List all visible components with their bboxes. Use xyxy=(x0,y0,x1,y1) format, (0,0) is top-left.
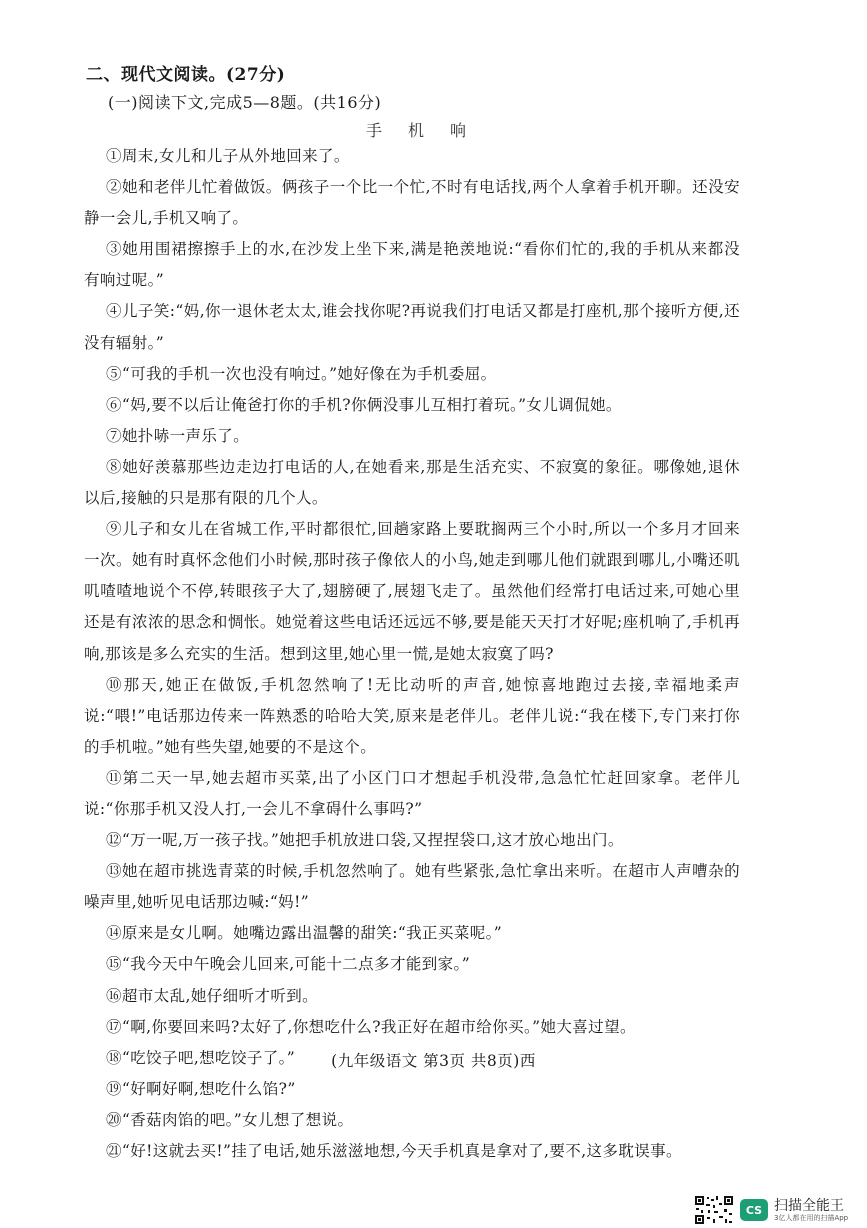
paragraph: ④儿子笑:“妈,你一退休老太太,谁会找你呢?再说我们打电话又都是打座机,那个接听方便,还没有辐射。” xyxy=(84,302,740,352)
paragraph: ⑥“妈,要不以后让俺爸打你的手机?你俩没事儿互相打着玩。”女儿调侃她。 xyxy=(106,395,622,414)
paragraph: ⑦她扑哧一声乐了。 xyxy=(106,426,250,445)
paragraph: ㉑“好!这就去买!”挂了电话,她乐滋滋地想,今天手机真是拿对了,要不,这多耽误事。 xyxy=(106,1142,682,1160)
paragraph: ⑩那天,她正在做饭,手机忽然响了!无比动听的声音,她惊喜地跑过去接,幸福地柔声说:“喂!”电话那边传来一阵熟悉的哈哈大笑,原来是老伴儿。老伴儿说:“我在楼下,专门来打你的手机啦。”她有些失望,她要的不是这个。 xyxy=(84,675,740,756)
scanner-watermark xyxy=(694,1195,848,1225)
scanner-tagline: 3亿人都在用的扫描App xyxy=(774,1213,849,1222)
paragraph: ①周末,女儿和儿子从外地回来了。 xyxy=(106,147,350,165)
paragraph: ⑲“好啊好啊,想吃什么馅?” xyxy=(106,1079,296,1098)
article-title: 手机响 xyxy=(366,121,493,140)
paragraph: ⑱“吃饺子吧,想吃饺子了。” xyxy=(106,1048,296,1067)
paragraph: ⑮“我今天中午晚会儿回来,可能十二点多才能到家。” xyxy=(106,955,471,974)
sub-heading: (一)阅读下文,完成5—8题。(共16分) xyxy=(108,93,382,112)
scanner-text xyxy=(774,1198,848,1223)
paragraph: ⑨儿子和女儿在省城工作,平时都很忙,回趟家路上要耽搁两三个小时,所以一个多月才回来一次。她有时真怀念他们小时候,那时孩子像依人的小鸟,她走到哪儿他们就跟到哪儿,小嘴还叽叽喳喳地说个不停,转眼孩子大了,翅膀硬了,展翅飞走了。虽然他们经常打电话过来,可她心里还是有浓浓的思念和惆怅。她觉着这些电话还远远不够,要是能天天打才好呢;座机响了,手机再响,那该是多么充实的生活。想到这里,她心里一慌,是她太寂寞了吗? xyxy=(84,520,740,663)
paragraph: ⑫“万一呢,万一孩子找。”她把手机放进口袋,又捏捏袋口,这才放心地出门。 xyxy=(106,831,624,850)
paragraph: ⑰“啊,你要回来吗?太好了,你想吃什么?我正好在超市给你买。”她大喜过望。 xyxy=(106,1017,636,1036)
page-footer: (九年级语文 第3页 共8页)西 xyxy=(331,1052,536,1070)
paragraph: ⑯超市太乱,她仔细听才听到。 xyxy=(106,986,319,1005)
paragraph: ⑭原来是女儿啊。她嘴边露出温馨的甜笑:“我正买菜呢。” xyxy=(106,924,503,943)
paragraph: ⑪第二天一早,她去超市买菜,出了小区门口才想起手机没带,急急忙忙赶回家拿。老伴儿说:“你那手机又没人打,一会儿不拿碍什么事吗?” xyxy=(84,768,740,818)
qr-code-icon xyxy=(694,1195,734,1225)
section-heading: 二、现代文阅读。(27分) xyxy=(86,65,286,85)
paragraph: ③她用围裙擦擦手上的水,在沙发上坐下来,满是艳羡地说:“看你们忙的,我的手机从来都没有响过呢。” xyxy=(84,240,740,290)
camscanner-logo-icon: CS xyxy=(740,1199,768,1221)
paragraph: ⑳“香菇肉馅的吧。”女儿想了想说。 xyxy=(106,1110,354,1129)
paragraph: ⑧她好羡慕那些边走边打电话的人,在她看来,那是生活充实、不寂寞的象征。哪像她,退休以后,接触的只是那有限的几个人。 xyxy=(84,457,740,508)
article-body xyxy=(84,141,740,1167)
paragraph: ⑤“可我的手机一次也没有响过。”她好像在为手机委屈。 xyxy=(106,364,497,383)
scanner-app-name: 扫描全能王 xyxy=(774,1197,844,1214)
paragraph: ⑬她在超市挑选青菜的时候,手机忽然响了。她有些紧张,急忙拿出来听。在超市人声嘈杂的噪声里,她听见电话那边喊:“妈!” xyxy=(84,862,740,912)
paragraph: ②她和老伴儿忙着做饭。俩孩子一个比一个忙,不时有电话找,两个人拿着手机开聊。还没安静一会儿,手机又响了。 xyxy=(84,178,740,228)
